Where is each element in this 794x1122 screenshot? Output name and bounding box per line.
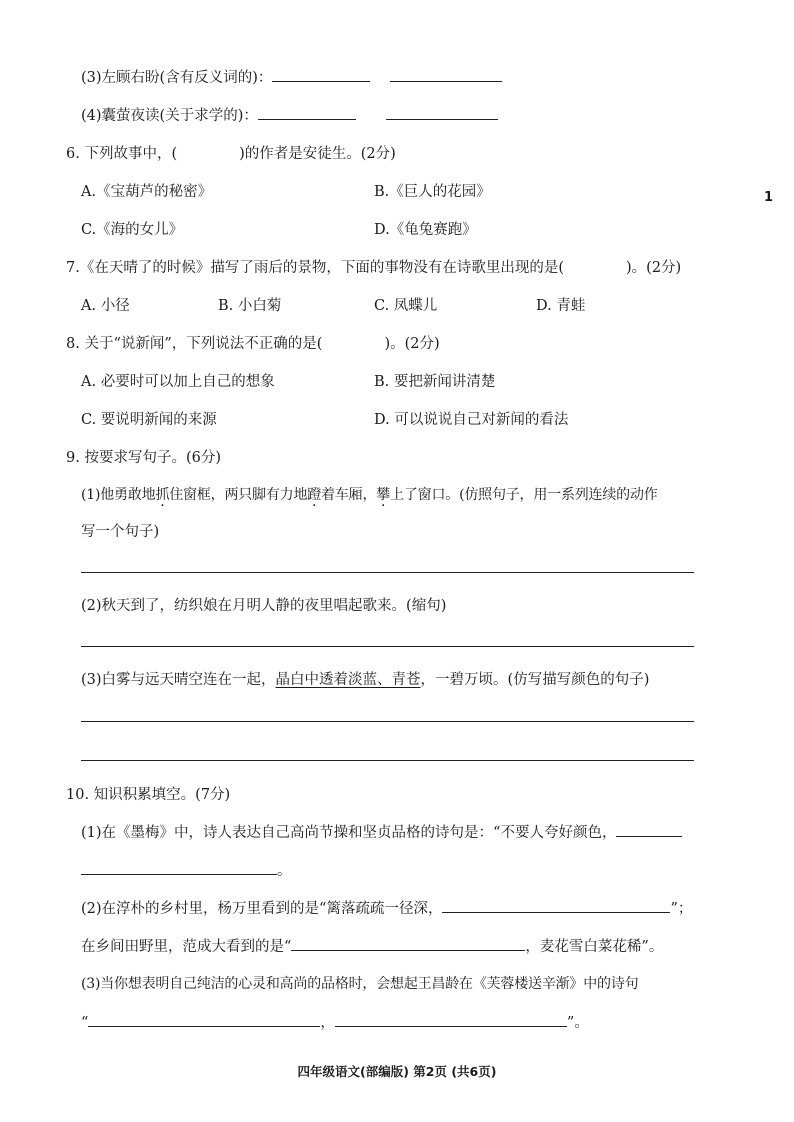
- answer-blank[interactable]: [81, 860, 277, 875]
- q10-item-1: (1)在《墨梅》中，诗人表达自己高尚节操和坚贞品格的诗句是：“不要人夸好颜色，: [81, 821, 682, 842]
- q6-option-b[interactable]: B.《巨人的花园》: [374, 184, 491, 200]
- answer-blank[interactable]: [258, 105, 356, 120]
- writing-line[interactable]: [81, 572, 694, 573]
- q10-item-3: (3)当你想表明自己纯洁的心灵和高尚的品格时，会想起王昌龄在《芙蓉楼送辛渐》中的诗句: [81, 976, 639, 992]
- answer-blank[interactable]: [442, 898, 670, 913]
- answer-blank[interactable]: [272, 67, 370, 82]
- q10-item-3-cont: “ ， ”。: [81, 1011, 589, 1032]
- q9-sentence-2: (2)秋天到了，纺织娘在月明人静的夜里唱起歌来。(缩句): [81, 598, 447, 614]
- question-7-stem: 7.《在天晴了的时候》描写了雨后的景物，下面的事物没有在诗歌里出现的是( )。(2分): [66, 260, 682, 276]
- q6-option-a[interactable]: A.《宝葫芦的秘密》: [81, 184, 213, 200]
- q5-item-3: (3)左顾右盼(含有反义词的)：: [81, 66, 502, 87]
- side-page-number: 1: [764, 190, 774, 205]
- q10-item-1-cont: 。: [81, 859, 292, 880]
- q9-sentence-1-cont: 写一个句子): [81, 524, 160, 540]
- q10-item-2: (2)在淳朴的乡村里，杨万里看到的是“篱落疏疏一径深， ”；: [81, 897, 692, 918]
- question-8-stem: 8. 关于“说新闻”，下列说法不正确的是( )。(2分): [66, 336, 440, 352]
- q9-sentence-3: (3)白雾与远天晴空连在一起，晶白中透着淡蓝、青苍，一碧万顷。(仿写描写颜色的句子): [81, 672, 650, 688]
- q5-item-4: (4)囊萤夜读(关于求学的)：: [81, 104, 498, 125]
- answer-blank[interactable]: [386, 105, 498, 120]
- writing-line[interactable]: [81, 760, 694, 761]
- answer-blank[interactable]: [616, 822, 682, 837]
- q8-option-c[interactable]: C. 要说明新闻的来源: [81, 412, 217, 428]
- q8-option-b[interactable]: B. 要把新闻讲清楚: [374, 374, 496, 390]
- answer-blank[interactable]: [390, 67, 502, 82]
- q7-option-d[interactable]: D. 青蛙: [536, 298, 586, 314]
- answer-blank[interactable]: [335, 1012, 567, 1027]
- question-10-stem: 10. 知识积累填空。(7分): [66, 787, 231, 803]
- q8-option-d[interactable]: D. 可以说说自己对新闻的看法: [374, 412, 569, 428]
- answer-blank[interactable]: [88, 1012, 320, 1027]
- q7-option-c[interactable]: C. 凤蝶儿: [374, 298, 438, 314]
- q7-option-b[interactable]: B. 小白菊: [218, 298, 282, 314]
- q8-option-a[interactable]: A. 必要时可以加上自己的想象: [81, 374, 275, 390]
- q9-sentence-1: (1)他勇敢地抓住窗框，两只脚有力地蹬着车厢，攀上了窗口。(仿照句子，用一系列连续的动作: [81, 487, 658, 503]
- q6-option-c[interactable]: C.《海的女儿》: [81, 222, 184, 238]
- q7-option-a[interactable]: A. 小径: [81, 298, 130, 314]
- question-9-stem: 9. 按要求写句子。(6分): [66, 450, 221, 466]
- q6-option-d[interactable]: D.《龟兔赛跑》: [374, 222, 477, 238]
- writing-line[interactable]: [81, 721, 694, 722]
- question-6-stem: 6. 下列故事中，( )的作者是安徒生。(2分): [66, 146, 396, 162]
- answer-blank[interactable]: [291, 936, 525, 951]
- q10-item-2-cont: 在乡间田野里，范成大看到的是“ ，麦花雪白菜花稀”。: [81, 935, 663, 956]
- page-footer: 四年级语文(部编版) 第2页 (共6页): [297, 1064, 497, 1079]
- writing-line[interactable]: [81, 646, 694, 647]
